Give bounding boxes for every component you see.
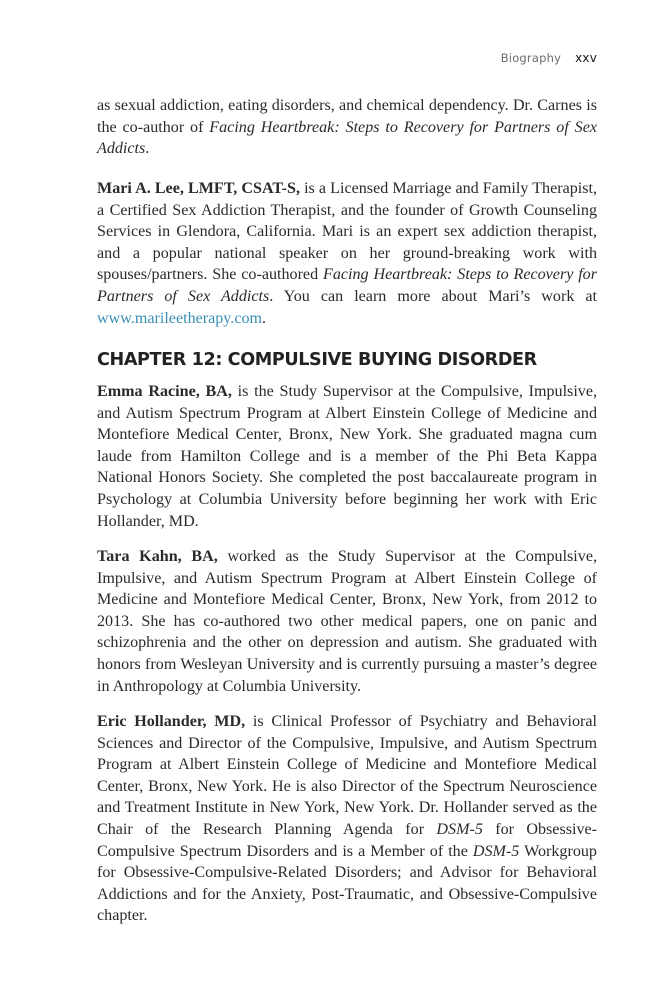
website-link[interactable]: www.marileetherapy.com: [97, 309, 263, 327]
running-head: [501, 51, 597, 65]
paragraph-text: worked as the Study Supervisor at the Compulsive, Impulsive, and Autism Spectrum Program at Albert Einstein College of Medicine and Montefiore Medical Center, Bronx, New York, from 2012 to 2013. She has co-authored two other medical papers, one on panic and schizophrenia and the other on depression and autism. She graduated with honors from Wesleyan University and is currently pursuing a master’s degree in Anthropology at Columbia University.: [97, 548, 597, 695]
paragraph-text: .: [262, 309, 267, 327]
paragraph-text: for Obsessive-Compulsive Spectrum Disorders and is a Member of the: [97, 820, 597, 860]
bio-name: Mari A. Lee, LMFT, CSAT-S,: [97, 180, 300, 197]
paragraph-text: .: [145, 140, 150, 158]
bio-name: Emma Racine, BA,: [97, 383, 232, 400]
manual-title: DSM-5: [472, 842, 520, 860]
paragraph-text: is the Study Supervisor at the Compulsive, Impulsive, and Autism Spectrum Program at Albert Einstein College of Medicine and Montefiore Medical Center, Bronx, New York. She graduated magna cum laude from Hamilton College and is a member of the Phi Beta Kappa National Honors Society. She completed the post baccalaureate program in Psychology at Columbia University before beginning her work with Eric Hollander, MD.: [97, 383, 598, 530]
chapter-heading: CHAPTER 12: COMPULSIVE BUYING DISORDER: [97, 350, 537, 370]
paragraph-text: Workgroup for Obsessive-Compulsive-Related Disorders; and Advisor for Behavioral Addictions and for the Anxiety, Post-Traumatic, and Obsessive-Compulsive chapter.: [97, 842, 597, 925]
bio-name: Eric Hollander, MD,: [97, 713, 246, 730]
biography-paragraph-eric-hollander: [97, 711, 597, 927]
paragraph-text: is a Licensed Marriage and Family Therapist, a Certified Sex Addiction Therapist, and the founder of Growth Counseling Services in Glendora, California. Mari is an expert sex addiction therapist, and a popular national speaker on her ground-breaking work with spouses/partners. She co-authored: [97, 180, 597, 284]
paragraph-text: . You can learn more about Mari’s work at: [269, 287, 598, 305]
biography-paragraph-emma-racine: [97, 381, 597, 532]
manual-title: DSM-5: [436, 820, 483, 838]
biography-paragraph-carnes-end: [97, 95, 597, 160]
biography-paragraph-tara-kahn: [97, 546, 597, 697]
biography-paragraph-mari-lee: [97, 178, 597, 329]
bio-name: Tara Kahn, BA,: [97, 548, 218, 565]
paragraph-text: is Clinical Professor of Psychiatry and Behavioral Sciences and Director of the Compulsive, Impulsive, and Autism Spectrum Program at Albert Einstein College of Medicine and Montefiore Medical Center, Bronx, New York. He is also Director of the Spectrum Neuroscience and Treatment Institute in New York, New York. Dr. Hollander served as the Chair of the Research Planning Agenda for: [97, 713, 597, 838]
running-head-section: Biography: [500, 51, 562, 65]
paragraph-text: as sexual addiction, eating disorders, and chemical dependency. Dr. Carnes is the co-author of: [97, 97, 597, 136]
page-number: xxv: [575, 51, 597, 65]
book-title: Facing Heartbreak: Steps to Recovery for Partners of Sex Addicts: [97, 118, 597, 158]
book-title: Facing Heartbreak: Steps to Recovery for Partners of Sex Addicts: [97, 266, 597, 305]
